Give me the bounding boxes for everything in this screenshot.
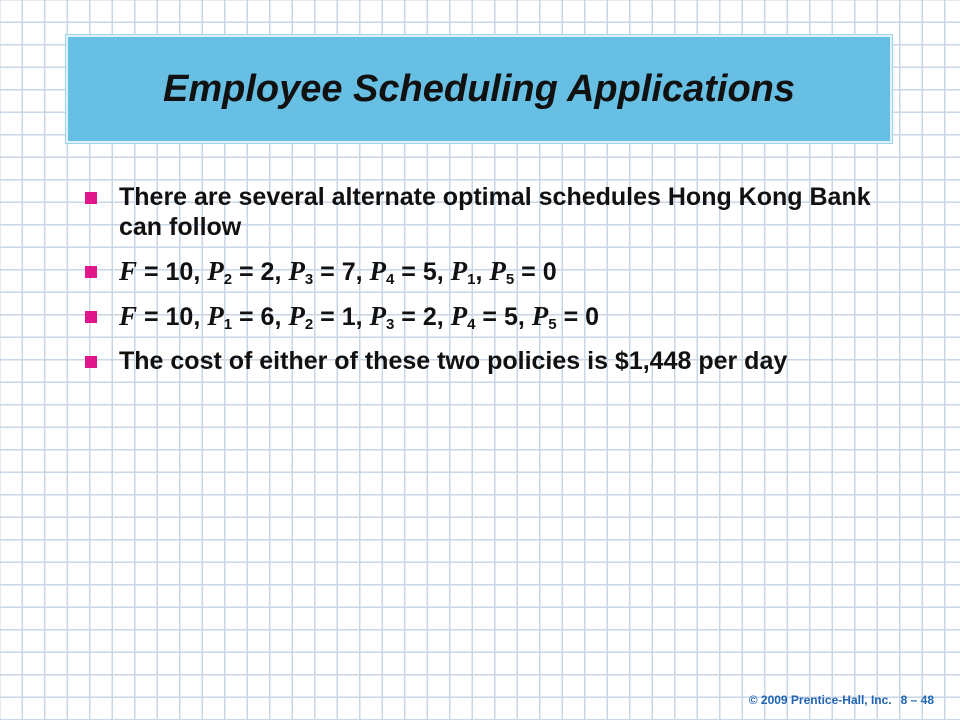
- bullet-list: [84, 180, 884, 376]
- subscript: 5: [548, 316, 557, 333]
- slide-footer: [740, 693, 934, 707]
- equation-text: = 5,: [394, 258, 451, 286]
- equation-text: = 2,: [232, 258, 289, 286]
- title-banner: [66, 35, 892, 143]
- bullet-item: [84, 182, 884, 242]
- bullet-text: The cost of either of these two policies is $1,448 per day: [119, 347, 788, 375]
- bullet-marker-icon: [85, 311, 97, 323]
- variable: F: [119, 301, 138, 331]
- equation-text: = 0: [514, 258, 557, 286]
- subscript: 2: [223, 271, 233, 288]
- subscript: 4: [386, 271, 395, 288]
- variable: P: [489, 256, 506, 286]
- bullet-marker-icon: [85, 192, 97, 204]
- variable: P: [450, 301, 468, 331]
- equation-text: = 6,: [232, 303, 289, 331]
- copyright-notice: © 2009 Prentice-Hall, Inc.: [748, 693, 892, 707]
- variable: P: [531, 301, 549, 331]
- variable: P: [288, 256, 305, 286]
- bullet-item: [84, 346, 884, 376]
- variable: F: [119, 256, 138, 286]
- equation-text: = 1,: [313, 303, 370, 331]
- page-number: 8 – 48: [900, 693, 934, 707]
- equation-text: = 7,: [313, 258, 370, 286]
- subscript: 2: [304, 316, 314, 333]
- bullet-item: [84, 301, 884, 332]
- equation-text: = 0: [556, 303, 600, 331]
- bullet-item: [84, 256, 884, 287]
- bullet-marker-icon: [85, 356, 97, 368]
- variable: P: [369, 256, 386, 286]
- subscript: 1: [467, 271, 476, 288]
- subscript: 5: [505, 271, 515, 288]
- bullet-marker-icon: [85, 266, 97, 278]
- equation-text: = 2,: [394, 303, 451, 331]
- bullet-text: There are several alternate optimal schedules Hong Kong Bank can follow: [119, 183, 871, 241]
- subscript: 3: [386, 316, 395, 333]
- variable: P: [207, 256, 224, 286]
- slide-title: Employee Scheduling Applications: [162, 67, 796, 110]
- subscript: 3: [304, 271, 314, 288]
- variable: P: [450, 256, 468, 286]
- equation-text: ,: [475, 258, 490, 286]
- equation-text: = 10,: [137, 303, 208, 331]
- equation-text: = 5,: [475, 303, 532, 331]
- equation-text: = 10,: [137, 258, 208, 286]
- subscript: 1: [223, 316, 233, 333]
- variable: P: [369, 301, 386, 331]
- variable: P: [288, 301, 305, 331]
- variable: P: [207, 301, 224, 331]
- subscript: 4: [467, 316, 476, 333]
